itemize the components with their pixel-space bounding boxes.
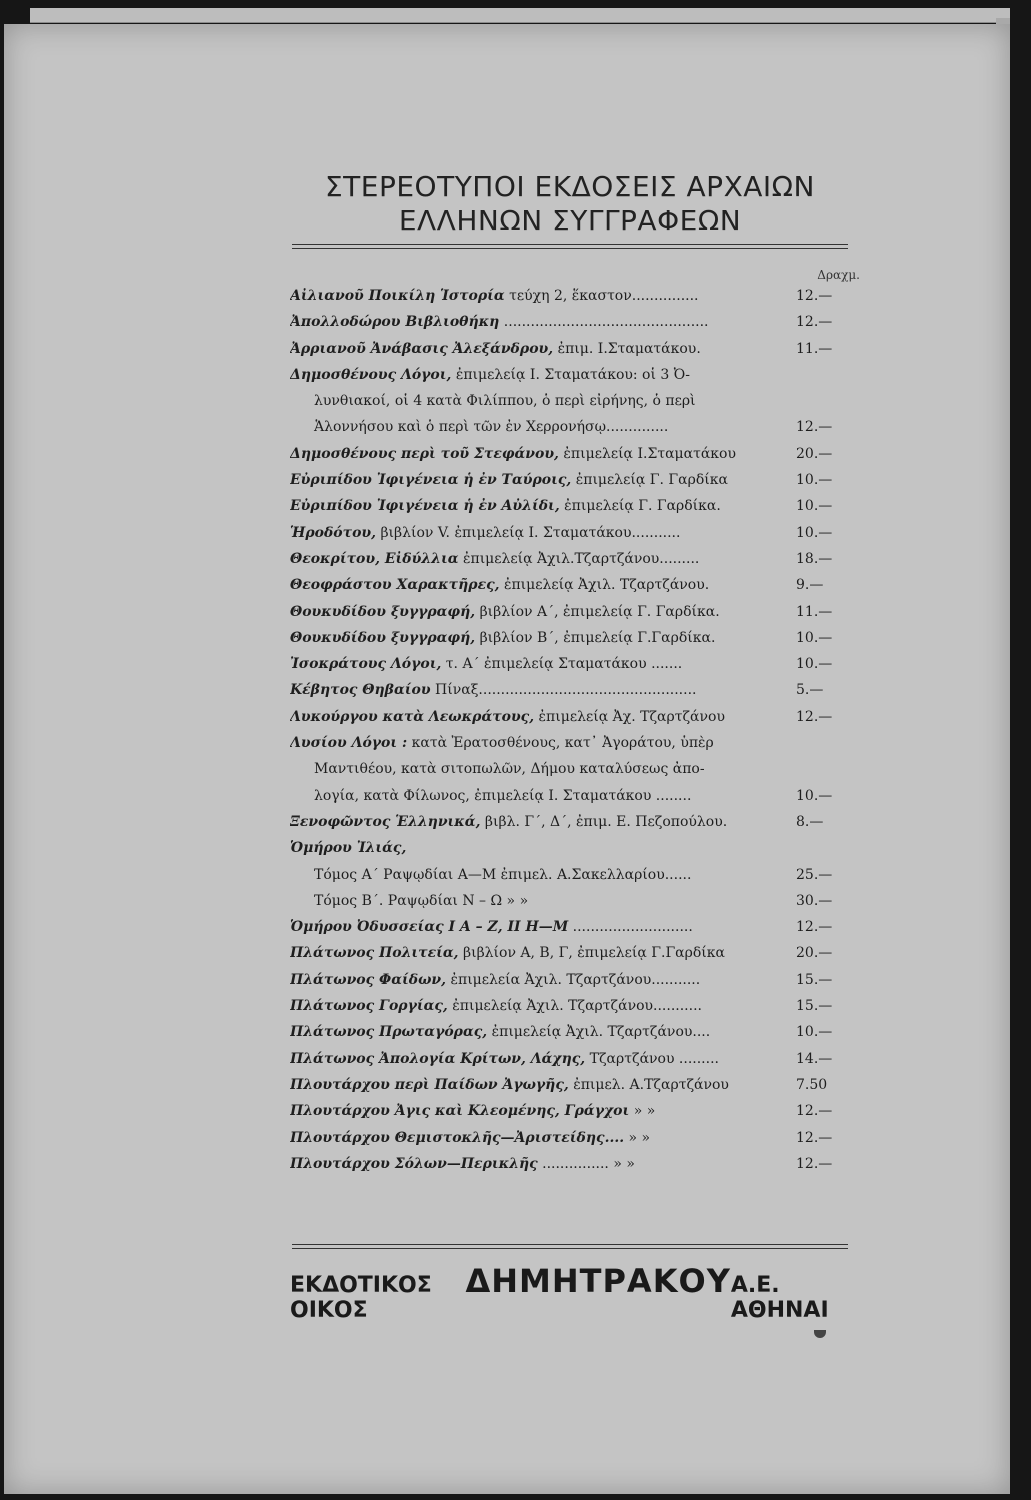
list-item xyxy=(290,735,850,761)
entry-text xyxy=(290,945,792,961)
entry-text xyxy=(290,682,792,698)
entry-text xyxy=(290,341,792,357)
entry-text xyxy=(290,1051,792,1067)
entry-price: 8.— xyxy=(796,813,824,830)
entry-price: 12.— xyxy=(796,919,833,936)
entry-author: Πλουτάρχου Θεμιστοκλῆς—Ἀριστείδης.... xyxy=(290,1129,625,1146)
list-item xyxy=(290,419,850,445)
list-item xyxy=(290,446,850,472)
entry-text xyxy=(290,498,792,514)
entry-details: ἐπιμελείᾳ Ἀχ. Τζαρτζάνου xyxy=(534,708,725,725)
list-item xyxy=(290,288,850,314)
entry-text xyxy=(290,314,792,330)
entry-text xyxy=(290,393,792,409)
page-top-edge xyxy=(30,8,1010,23)
entry-author: Πλάτωνος Ἀπολογία Κρίτων, Λάχης, xyxy=(290,1050,586,1067)
entry-text xyxy=(290,735,792,751)
title-line-2: ΕΛΛΗΝΩΝ ΣΥΓΓΡΑΦΕΩΝ xyxy=(398,204,742,237)
entry-details: Τόμος Α΄ Ραψῳδίαι Α—Μ ἐπιμελ. Α.Σακελλαρίου...... xyxy=(314,866,692,883)
entry-details: ἐπιμελείᾳ Γ. Γαρδίκα. xyxy=(559,498,721,515)
list-item xyxy=(290,972,850,998)
entry-details: ........................... xyxy=(568,919,693,936)
entry-details: ἐπιμελείᾳ Ι.Σταματάκου xyxy=(558,445,736,462)
list-item xyxy=(290,945,850,971)
entry-details: ἐπιμελείᾳ Ἀχιλ. Τζαρτζάνου........... xyxy=(447,998,702,1015)
entry-author: Ἀπολλοδώρου Βιβλιοθήκη xyxy=(290,314,500,331)
top-divider xyxy=(292,244,848,249)
list-item xyxy=(290,1130,850,1156)
list-item xyxy=(290,341,850,367)
entry-price: 11.— xyxy=(796,340,833,357)
entry-details: ἐπιμελείᾳ Ι. Σταματάκου: οἱ 3 Ὀ- xyxy=(451,366,690,383)
entry-text xyxy=(290,1130,792,1146)
list-item xyxy=(290,709,850,735)
entry-details: λογία, κατὰ Φίλωνος, ἐπιμελείᾳ Ι. Σταματάκου ........ xyxy=(314,787,692,804)
list-item xyxy=(290,814,850,840)
entry-author: Πλάτωνος Πρωταγόρας, xyxy=(290,1024,488,1041)
entry-details: τεύχη 2, ἕκαστον............... xyxy=(504,288,699,304)
entry-author: Λυκούργου κατὰ Λεωκράτους, xyxy=(290,708,535,725)
entry-details: τ. Α΄ ἐπιμελείᾳ Σταματάκου ....... xyxy=(441,656,683,673)
list-item xyxy=(290,682,850,708)
entry-price: 18.— xyxy=(796,550,833,567)
entry-author: Θεοφράστου Χαρακτῆρες, xyxy=(290,577,500,594)
entry-details: » » xyxy=(629,1103,656,1120)
entry-text xyxy=(290,788,792,804)
entry-author: Πλουτάρχου περὶ Παίδων Ἀγωγῆς, xyxy=(290,1076,569,1093)
entry-price: 7.50 xyxy=(796,1076,828,1093)
entry-price: 12.— xyxy=(796,1103,833,1120)
entry-text xyxy=(290,446,792,462)
entry-author: Εὐριπίδου Ἰφιγένεια ἡ ἐν Ταύροις, xyxy=(290,472,572,489)
list-item xyxy=(290,761,850,787)
entry-author: Ὁμήρου Ὀδυσσείας Ι Α – Ζ, ΙΙ Η—Μ xyxy=(290,919,569,936)
list-item xyxy=(290,525,850,551)
entry-text xyxy=(290,998,792,1014)
list-item xyxy=(290,393,850,419)
entry-price: 5.— xyxy=(796,682,824,699)
entry-price: 30.— xyxy=(796,892,833,909)
entry-price: 12.— xyxy=(796,1155,833,1172)
list-item xyxy=(290,893,850,919)
entry-text xyxy=(290,1024,792,1040)
entry-text xyxy=(290,1103,792,1119)
list-item xyxy=(290,1051,850,1077)
entry-details: ἐπιμ. Ι.Σταματάκου. xyxy=(553,340,701,357)
entry-text xyxy=(290,1156,792,1172)
entry-price: 12.— xyxy=(796,288,833,304)
entry-author: Αἰλιανοῦ Ποικίλη Ἱστορία xyxy=(290,288,505,304)
entry-author: Θεοκρίτου, Εἰδύλλια xyxy=(290,550,459,567)
entry-details: κατὰ Ἐρατοσθένους, κατ᾽ Ἀγοράτου, ὑπὲρ xyxy=(407,735,714,752)
entry-text xyxy=(290,814,792,830)
entry-text xyxy=(290,419,792,435)
entry-price: 12.— xyxy=(796,419,833,436)
entry-author: Ξενοφῶντος Ἑλληνικά, xyxy=(290,813,481,830)
imprint-suffix: Α.Ε. ΑΘΗΝΑΙ xyxy=(730,1273,829,1323)
entry-details: λυνθιακοί, οἱ 4 κατὰ Φιλίππου, ὁ περὶ εἰρήνης, ὁ περὶ xyxy=(314,393,696,410)
list-item xyxy=(290,656,850,682)
entry-text xyxy=(290,551,792,567)
list-item xyxy=(290,1024,850,1050)
entry-details: Τόμος Β΄. Ραψῳδίαι Ν – Ω » » xyxy=(314,892,529,909)
entry-text xyxy=(290,972,792,988)
entry-text xyxy=(290,472,792,488)
entry-author: Πλουτάρχου Ἆγις καὶ Κλεομένης, Γράγχοι xyxy=(290,1103,630,1120)
bottom-divider xyxy=(292,1244,848,1249)
entry-text xyxy=(290,919,792,935)
list-item xyxy=(290,604,850,630)
entry-details: ἐπιμελείᾳ Ἀχιλ.Τζαρτζάνου......... xyxy=(458,550,700,567)
entry-details: ἐπιμελεία Ἀχιλ. Τζαρτζάνου........... xyxy=(446,971,701,988)
list-item xyxy=(290,630,850,656)
entry-details: Μαντιθέου, κατὰ σιτοπωλῶν, Δήμου καταλύσεως ἀπο- xyxy=(314,761,705,778)
entry-author: Κέβητος Θηβαίου xyxy=(290,682,431,699)
entry-details: Τζαρτζάνου ......... xyxy=(585,1050,719,1067)
entry-text xyxy=(290,604,792,620)
entry-price: 12.— xyxy=(796,314,833,331)
entry-text xyxy=(290,367,792,383)
entry-text xyxy=(290,288,792,304)
list-item xyxy=(290,919,850,945)
list-item xyxy=(290,551,850,577)
entry-details: ............... » » xyxy=(537,1155,635,1172)
list-item xyxy=(290,867,850,893)
entry-details: ἐπιμελ. Α.Τζαρτζάνου xyxy=(568,1076,729,1093)
entry-author: Ἰσοκράτους Λόγοι, xyxy=(290,656,442,673)
entry-details: ἐπιμελείᾳ Ἀχιλ. Τζαρτζάνου. xyxy=(499,577,710,594)
list-item xyxy=(290,314,850,340)
entry-price: 10.— xyxy=(796,472,833,489)
entry-author: Πλάτωνος Γοργίας, xyxy=(290,998,448,1015)
entry-details: ἐπιμελείᾳ Ἀχιλ. Τζαρτζάνου.... xyxy=(487,1024,711,1041)
entry-text xyxy=(290,709,792,725)
entry-text xyxy=(290,761,792,777)
entry-text xyxy=(290,630,792,646)
entry-text xyxy=(290,525,792,541)
entry-author: Πλουτάρχου Σόλων—Περικλῆς xyxy=(290,1155,538,1172)
entry-price: 12.— xyxy=(796,1129,833,1146)
list-item xyxy=(290,998,850,1024)
publisher-imprint xyxy=(290,1262,850,1323)
list-item xyxy=(290,840,850,866)
entry-author: Δημοσθένους περὶ τοῦ Στεφάνου, xyxy=(290,445,559,462)
entry-details: » » xyxy=(624,1129,651,1146)
entry-price: 12.— xyxy=(796,708,833,725)
entry-author: Εὐριπίδου Ἰφιγένεια ἡ ἐν Αὐλίδι, xyxy=(290,498,560,515)
list-item xyxy=(290,367,850,393)
entry-price: 15.— xyxy=(796,998,833,1015)
entry-author: Λυσίου Λόγοι : xyxy=(290,735,408,752)
entry-text xyxy=(290,577,792,593)
entry-details: βιβλίον Β΄, ἐπιμελείᾳ Γ.Γαρδίκα. xyxy=(475,629,716,646)
entry-price: 14.— xyxy=(796,1050,833,1067)
list-item xyxy=(290,498,850,524)
entry-price: 20.— xyxy=(796,445,833,462)
entry-price: 9.— xyxy=(796,577,824,594)
list-item xyxy=(290,577,850,603)
list-item xyxy=(290,1156,850,1182)
book-list xyxy=(290,288,850,1182)
entry-author: Ὁμήρου Ἰλιάς, xyxy=(290,840,407,857)
entry-price: 11.— xyxy=(796,603,833,620)
list-item xyxy=(290,788,850,814)
entry-details: βιβλίον V. ἐπιμελείᾳ Ι. Σταματάκου........... xyxy=(376,524,681,541)
entry-details: βιβλίον Α΄, ἐπιμελείᾳ Γ. Γαρδίκα. xyxy=(475,603,720,620)
entry-details: βιβλίον Α, Β, Γ, ἐπιμελείᾳ Γ.Γαρδίκα xyxy=(458,945,725,962)
entry-text xyxy=(290,656,792,672)
publisher-name: ΔΗΜΗΤΡΑΚΟΥ xyxy=(465,1262,731,1300)
entry-text xyxy=(290,893,792,909)
entry-price: 20.— xyxy=(796,945,833,962)
list-item xyxy=(290,1077,850,1103)
list-item xyxy=(290,472,850,498)
entry-author: Ἡροδότου, xyxy=(290,524,376,541)
entry-price: 10.— xyxy=(796,629,833,646)
entry-details: Ἁλοννήσου καὶ ὁ περὶ τῶν ἐν Χερρονήσῳ.............. xyxy=(314,419,669,436)
title-line-1: ΣΤΕΡΕΟΤΥΠΟΙ ΕΚΔΟΣΕΙΣ ΑΡΧΑΙΩΝ xyxy=(324,170,815,203)
entry-details: .............................................. xyxy=(499,314,709,331)
entry-author: Δημοσθένους Λόγοι, xyxy=(290,366,452,383)
entry-author: Πλάτωνος Πολιτεία, xyxy=(290,945,459,962)
entry-details: βιβλ. Γ΄, Δ΄, ἐπιμ. Ε. Πεζοπούλου. xyxy=(480,813,728,830)
entry-price: 10.— xyxy=(796,498,833,515)
entry-author: Θουκυδίδου ξυγγραφή, xyxy=(290,603,476,620)
entry-text xyxy=(290,867,792,883)
entry-price: 10.— xyxy=(796,787,833,804)
entry-price: 10.— xyxy=(796,1024,833,1041)
entry-author: Ἀρριανοῦ Ἀνάβασις Ἀλεξάνδρου, xyxy=(290,340,554,357)
entry-price: 15.— xyxy=(796,971,833,988)
currency-label: Δραχμ. xyxy=(817,268,860,282)
entry-details: ἐπιμελείᾳ Γ. Γαρδίκα xyxy=(571,472,728,489)
entry-author: Πλάτωνος Φαίδων, xyxy=(290,971,447,988)
entry-price: 25.— xyxy=(796,866,833,883)
entry-price: 10.— xyxy=(796,656,833,673)
entry-price: 10.— xyxy=(796,524,833,541)
entry-author: Θουκυδίδου ξυγγραφή, xyxy=(290,629,476,646)
page-title xyxy=(292,170,848,238)
imprint-prefix: ΕΚΔΟΤΙΚΟΣ ΟΙΚΟΣ xyxy=(290,1273,432,1323)
list-item xyxy=(290,1103,850,1129)
entry-text xyxy=(290,1077,792,1093)
entry-text xyxy=(290,840,792,856)
entry-details: Πίναξ................................................. xyxy=(430,682,697,699)
